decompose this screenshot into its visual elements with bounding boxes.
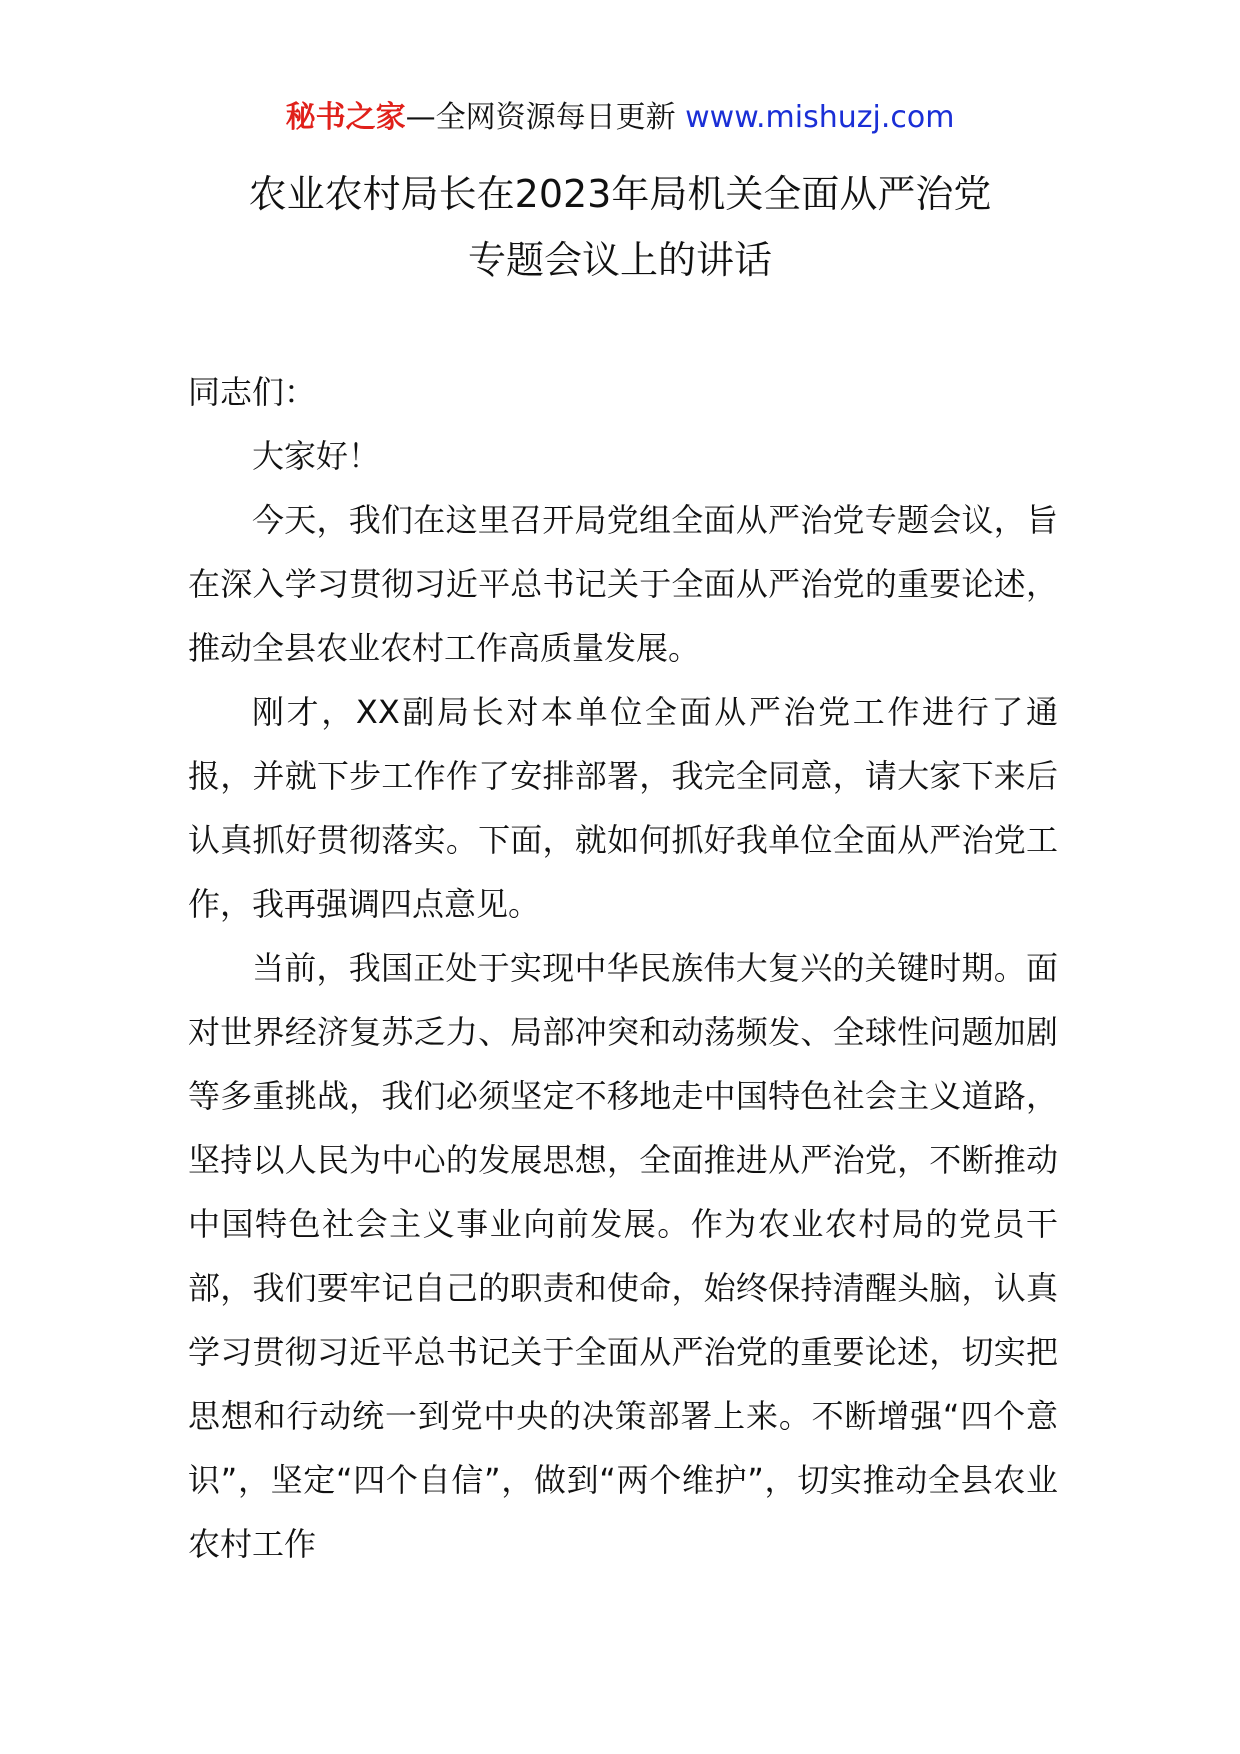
- site-header: [0, 98, 1240, 138]
- header-tagline: —全网资源每日更新: [405, 100, 676, 135]
- site-url[interactable]: www.mishuzj.com: [685, 100, 955, 135]
- document-title-line-2: 专题会议上的讲话: [467, 238, 772, 282]
- speech-body: [188, 360, 1058, 1576]
- salutation: 同志们：: [188, 373, 317, 411]
- brand-name: 秘书之家: [285, 100, 406, 135]
- paragraph-purpose: 今天，我们在这里召开局党组全面从严治党专题会议，旨在深入学习贯彻习近平总书记关于全面从严治党的重要论述，推动全县农业农村工作高质量发展。: [188, 501, 1058, 667]
- paragraph-greeting: 大家好！: [252, 437, 381, 475]
- paragraph-context: 当前，我国正处于实现中华民族伟大复兴的关键时期。面对世界经济复苏乏力、局部冲突和动荡频发、全球性问题加剧等多重挑战，我们必须坚定不移地走中国特色社会主义道路，坚持以人民为中心的发展思想，全面推进从严治党，不断推动中国特色社会主义事业向前发展。作为农业农村局的党员干部，我们要牢记自己的职责和使命，始终保持清醒头脑，认真学习贯彻习近平总书记关于全面从严治党的重要论述，切实把思想和行动统一到党中央的决策部署上来。不断增强“四个意识”，坚定“四个自信”，做到“两个维护”，切实推动全县农业农村工作: [188, 949, 1058, 1563]
- paragraph-report: 刚才，XX副局长对本单位全面从严治党工作进行了通报，并就下步工作作了安排部署，我完全同意，请大家下来后认真抓好贯彻落实。下面，就如何抓好我单位全面从严治党工作，我再强调四点意见。: [188, 693, 1058, 923]
- document-title-line-1: 农业农村局长在2023年局机关全面从严治党: [248, 172, 992, 216]
